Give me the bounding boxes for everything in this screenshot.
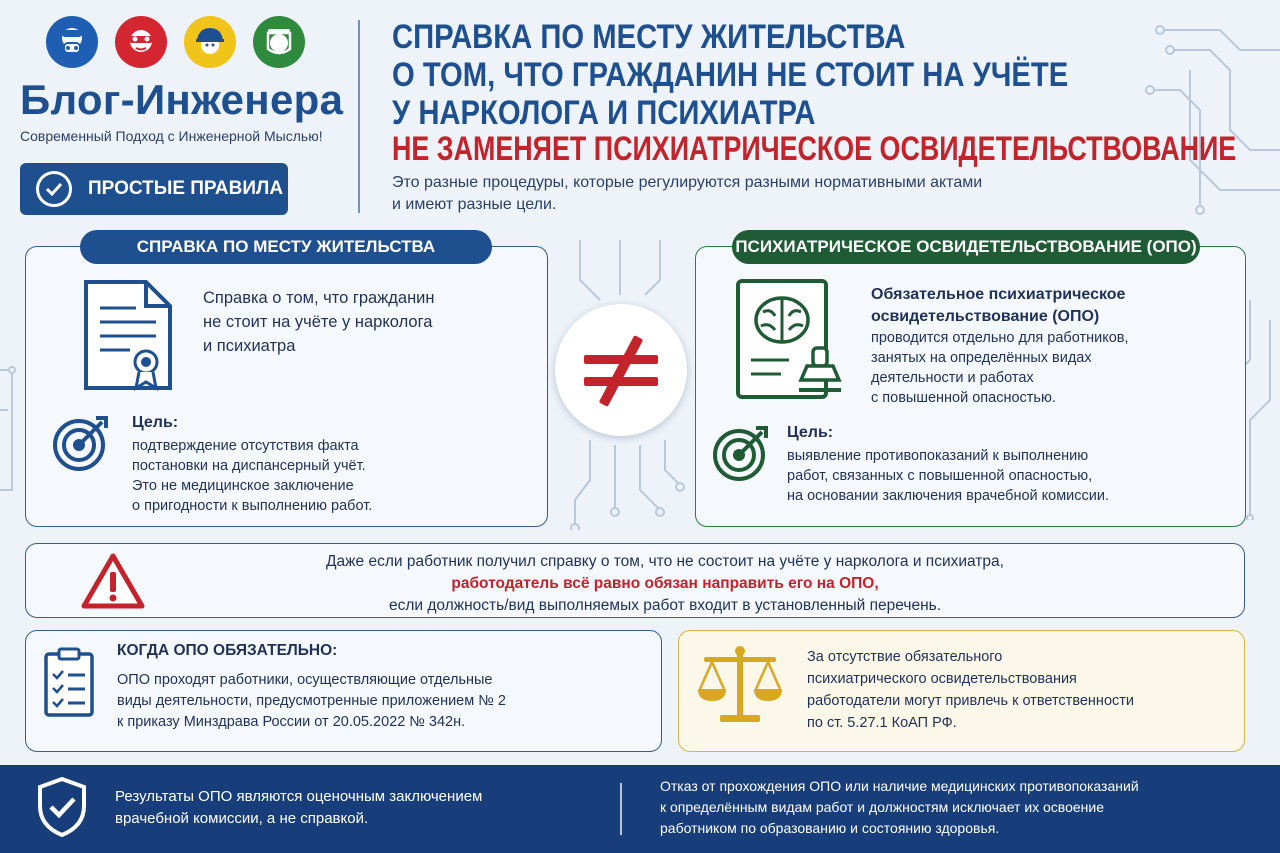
- warning-line-1: Даже если работник получил справку о том, что не состоит на учёте у нарколога и психиатра,: [326, 553, 1004, 570]
- residence-goal-line-2: постановки на диспансерный учёт.: [132, 458, 366, 474]
- residence-desc-line-3: и психиатра: [203, 337, 296, 355]
- simple-rules-button[interactable]: [20, 163, 288, 215]
- psychiatric-examination-pill: ПСИХИАТРИЧЕСКОЕ ОСВИДЕТЕЛЬСТВОВАНИЕ (ОПО): [732, 230, 1200, 264]
- title-line-2: О ТОМ, ЧТО ГРАЖДАНИН НЕ СТОИТ НА УЧЁТЕ: [392, 56, 1069, 94]
- warning-line-2: работодатель всё равно обязан направить его на ОПО,: [451, 575, 879, 592]
- warning-line-3: если должность/вид выполняемых работ входит в установленный перечень.: [388, 597, 942, 614]
- liability-text: [807, 646, 1134, 734]
- scales-icon: [696, 643, 784, 725]
- opo-goal-line-1: выявление противопоказаний к выполнению: [787, 448, 1089, 464]
- logo-title: Блог-Инженера: [20, 76, 344, 123]
- opo-goal-label: Цель:: [787, 424, 834, 441]
- when-opo-line-3: к приказу Минздрава России от 20.05.2022 № 342н.: [117, 714, 466, 730]
- footer-right-text: [660, 776, 1139, 839]
- residence-certificate-pill: СПРАВКА ПО МЕСТУ ЖИТЕЛЬСТВА: [80, 230, 492, 264]
- liability-line-4: по ст. 5.27.1 КоАП РФ.: [807, 715, 957, 731]
- liability-line-3: работодатели могут привлечь к ответственности: [807, 693, 1134, 709]
- opo-goal-text: [787, 446, 1109, 506]
- footer-left-text: [115, 786, 482, 830]
- logo-icons: [46, 16, 305, 68]
- hardhat-icon: [184, 16, 236, 68]
- desc-line-1: Это разные процедуры, которые регулируются разными нормативными актами: [392, 174, 983, 191]
- liability-line-2: психиатрического освидетельствования: [807, 671, 1077, 687]
- simple-rules-label: ПРОСТЫЕ ПРАВИЛА: [88, 178, 284, 199]
- residence-desc-line-2: не стоит на учёте у нарколога: [203, 313, 433, 331]
- opo-goal-line-2: работ, связанных с повышенной опасностью,: [787, 468, 1093, 484]
- footer-divider: [620, 783, 622, 835]
- logo-subtitle: Современный Подход с Инженерной Мыслью!: [20, 128, 323, 144]
- residence-goal-label: Цель:: [132, 414, 179, 431]
- target-icon: [52, 414, 110, 472]
- opo-bold-line-2: освидетельствование (ОПО): [871, 308, 1100, 325]
- warning-text: [150, 551, 1180, 617]
- footer-right-line-3: работником по образованию и состоянию здоровья.: [660, 820, 1000, 836]
- when-opo-text: [117, 670, 506, 733]
- when-opo-title: КОГДА ОПО ОБЯЗАТЕЛЬНО:: [117, 642, 338, 659]
- title-line-3: У НАРКОЛОГА И ПСИХИАТРА: [392, 94, 816, 132]
- opo-line-2: занятых на определённых видах: [871, 350, 1092, 366]
- opo-description: [871, 284, 1129, 408]
- document-icon: [82, 278, 174, 394]
- header-description: [392, 172, 1112, 216]
- face-shield-icon: [253, 16, 305, 68]
- target-icon-green: [712, 424, 770, 482]
- title-red: НЕ ЗАМЕНЯЕТ ПСИХИАТРИЧЕСКОЕ ОСВИДЕТЕЛЬСТВОВАНИЕ: [392, 130, 1237, 168]
- opo-line-3: деятельности и работах: [871, 370, 1034, 386]
- not-equal-badge: [555, 304, 687, 436]
- footer-right-line-1: Отказ от прохождения ОПО или наличие медицинских противопоказаний: [660, 778, 1139, 794]
- liability-line-1: За отсутствие обязательного: [807, 649, 1003, 665]
- page-title: [392, 18, 1166, 132]
- residence-desc-line-1: Справка о том, что гражданин: [203, 289, 435, 307]
- footer-right-line-2: к определённым видам работ и должностям исключает их освоение: [660, 799, 1105, 815]
- title-line-1: СПРАВКА ПО МЕСТУ ЖИТЕЛЬСТВА: [392, 18, 906, 56]
- opo-bold-line-1: Обязательное психиатрическое: [871, 286, 1126, 303]
- goggles-icon: [115, 16, 167, 68]
- footer-left-line-2: врачебной комиссии, а не справкой.: [115, 810, 369, 827]
- checklist-icon: [43, 646, 95, 718]
- brain-document-icon: [735, 278, 847, 406]
- header-divider: [358, 20, 360, 213]
- footer-left-line-1: Результаты ОПО являются оценочным заключением: [115, 788, 483, 805]
- residence-goal-line-1: подтверждение отсутствия факта: [132, 438, 359, 454]
- opo-goal-line-3: на основании заключения врачебной комиссии.: [787, 488, 1110, 504]
- when-opo-line-1: ОПО проходят работники, осуществляющие отдельные: [117, 672, 493, 688]
- residence-goal-line-4: о пригодности к выполнению работ.: [132, 498, 373, 514]
- residence-goal-text: [132, 436, 372, 516]
- warning-icon: [80, 552, 146, 610]
- not-equal-icon: [576, 325, 666, 415]
- desc-line-2: и имеют разные цели.: [392, 196, 557, 213]
- residence-description: [203, 286, 435, 358]
- check-circle-icon: [36, 171, 72, 207]
- opo-line-4: с повышенной опасностью.: [871, 390, 1056, 406]
- opo-line-1: проводится отдельно для работников,: [871, 330, 1129, 346]
- when-opo-line-2: виды деятельности, предусмотренные приложением № 2: [117, 693, 506, 709]
- shield-check-icon: [36, 776, 88, 838]
- circuit-decoration-left: [0, 350, 25, 510]
- respirator-icon: [46, 16, 98, 68]
- residence-goal-line-3: Это не медицинское заключение: [132, 478, 354, 494]
